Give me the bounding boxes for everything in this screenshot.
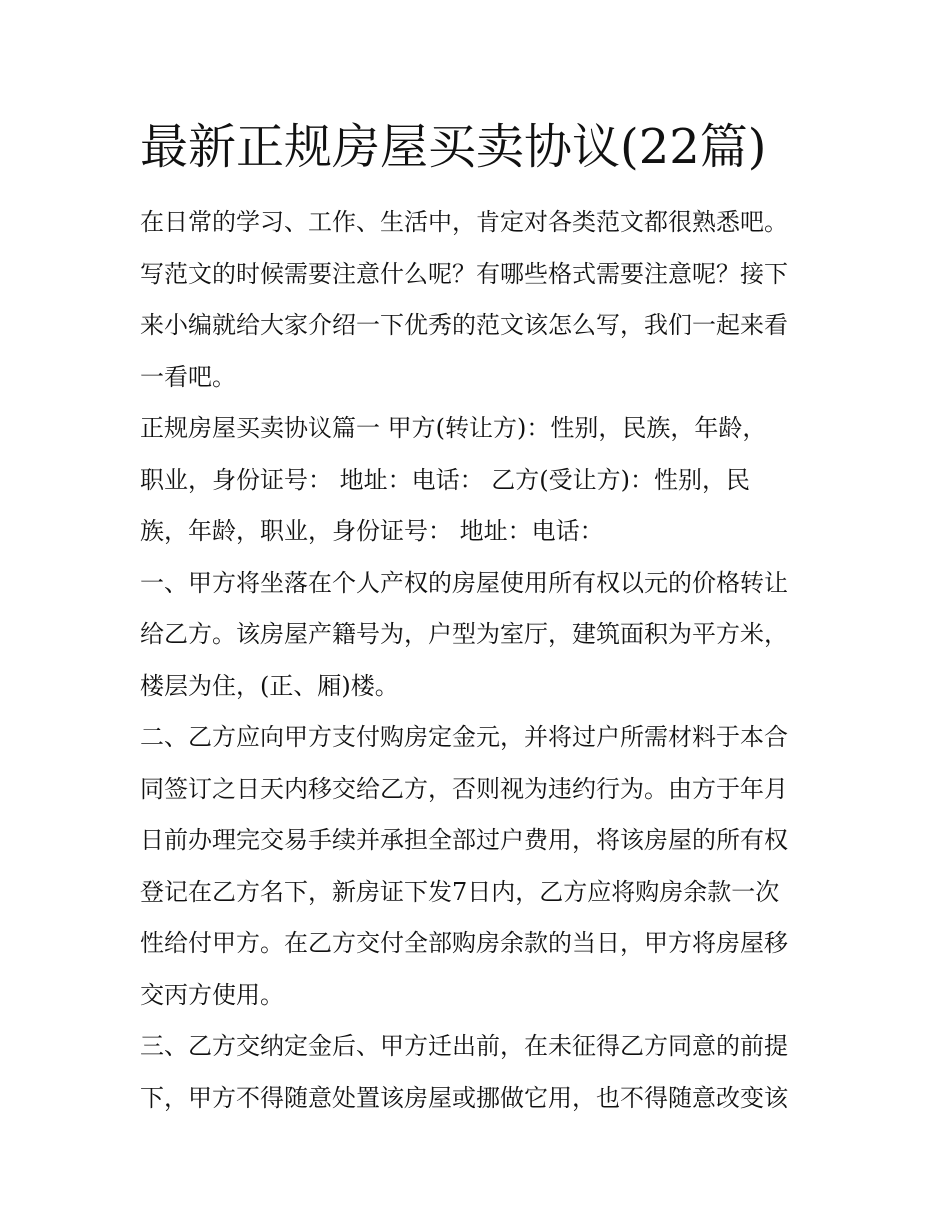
text-line: 一看吧。 <box>140 362 236 391</box>
text-line: 一、甲方将坐落在个人产权的房屋使用所有权以元的价格转让 <box>140 568 788 597</box>
text-line: 正规房屋买卖协议篇一 甲方(转让方)：性别，民族，年龄， <box>140 414 767 442</box>
text-line: 职业，身份证号： 地址：电话： 乙方(受让方)：性别，民 <box>140 465 750 494</box>
text-line: 来小编就给大家介绍一下优秀的范文该怎么写，我们一起来看 <box>140 311 788 339</box>
text-line: 在日常的学习、工作、生活中，肯定对各类范文都很熟悉吧。 <box>140 208 788 236</box>
text-line: 给乙方。该房屋产籍号为，户型为室厅，建筑面积为平方米， <box>140 620 788 648</box>
text-line: 楼层为住，(正、厢)楼。 <box>140 671 399 700</box>
text-line: 日前办理完交易手续并承担全部过户费用，将该房屋的所有权 <box>140 826 788 854</box>
text-line: 写范文的时候需要注意什么呢？有哪些格式需要注意呢？接下 <box>140 259 788 288</box>
text-line: 族，年龄，职业，身份证号： 地址：电话： <box>140 517 604 545</box>
text-line: 性给付甲方。在乙方交付全部购房余款的当日，甲方将房屋移 <box>140 929 788 957</box>
text-line: 登记在乙方名下，新房证下发7日内，乙方应将购房余款一次 <box>140 877 780 906</box>
text-line: 下，甲方不得随意处置该房屋或挪做它用，也不得随意改变该 <box>140 1083 788 1112</box>
document-title: 最新正规房屋买卖协议(22篇) <box>140 119 767 175</box>
document-body <box>140 197 820 1124</box>
text-line: 三、乙方交纳定金后、甲方迁出前，在未征得乙方同意的前提 <box>140 1032 788 1060</box>
text-line: 交丙方使用。 <box>140 980 284 1009</box>
text-line: 二、乙方应向甲方支付购房定金元，并将过户所需材料于本合 <box>140 723 788 751</box>
text-line: 同签订之日天内移交给乙方，否则视为违约行为。由方于年月 <box>140 774 788 803</box>
